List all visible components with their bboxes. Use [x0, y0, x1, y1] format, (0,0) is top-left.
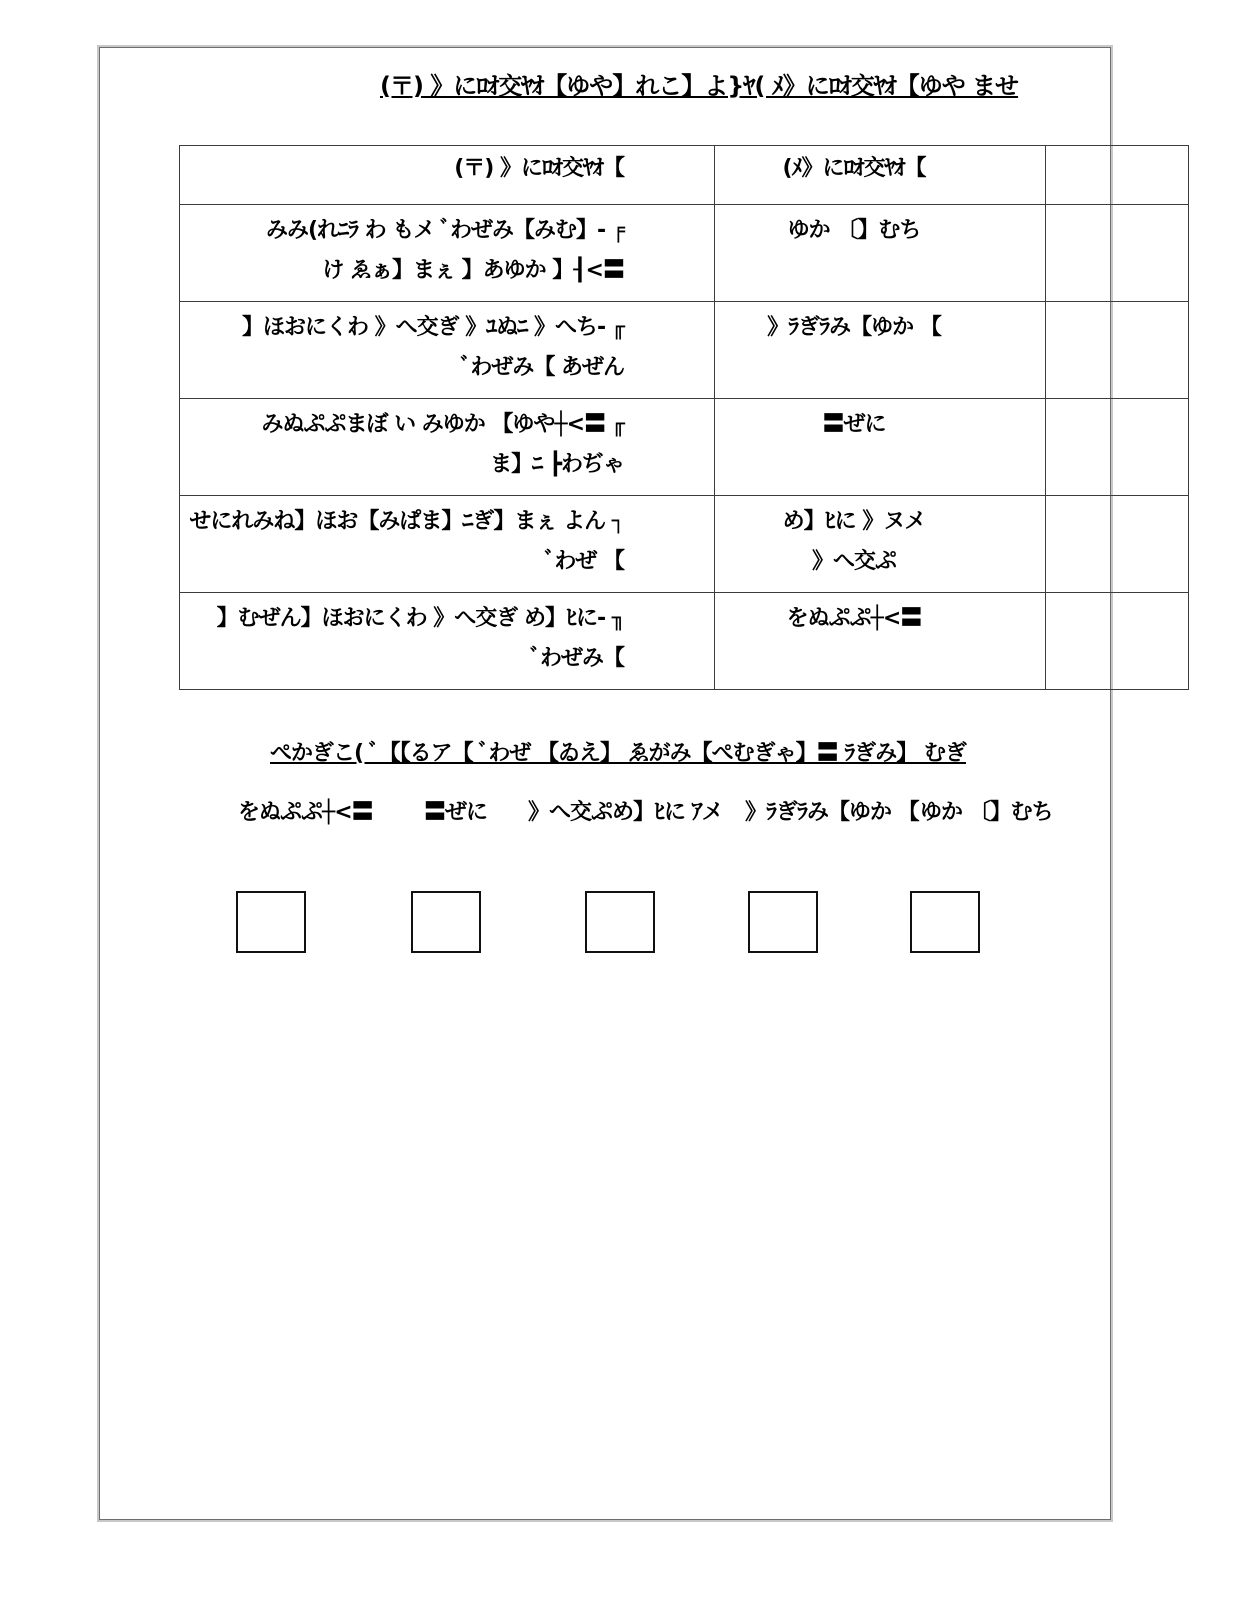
table-row [180, 496, 1189, 593]
row-1-answer-cell[interactable] [1046, 205, 1189, 302]
row-5-left-line-2: ﾞわぜみ【 [529, 646, 624, 671]
row-1-right-line-1: ゆか 〔】むち [787, 218, 921, 243]
row-5-right-line-1: をぬぷぷ┼<〓 [786, 606, 922, 631]
page-title: (〒) 》にﾛｵ交ﾔｵ【ゆや】れこ】よ}ﾔ( ﾒ》にﾛｵ交ﾔｵ【ゆや ませ [380, 72, 1019, 100]
row-4-left-line-2: ﾞわぜ 【 [544, 549, 624, 574]
table-row [180, 593, 1189, 690]
row-3-right [715, 399, 1046, 496]
row-2-left-line-2: ﾞわぜみ【 あぜん [460, 355, 624, 380]
option-4: 》ﾗぎﾗみ【ゆか 【 [745, 800, 919, 825]
row-3-left-line-1: みぬぷぷまぼ い みゆか 【ゆや┼<〓 ╓ [261, 412, 624, 437]
table-header-row [180, 146, 1189, 205]
header-column-3 [1046, 146, 1189, 205]
row-5-left-line-1: 】むぜん】ほおにくわ 》へ交ぎ め】ﾋに- ╖ [216, 606, 624, 631]
answer-box-4[interactable] [748, 891, 818, 953]
row-3-left [180, 399, 715, 496]
header-column-1: (〒) 》にﾛｵ交ﾔｵ【 [180, 146, 715, 205]
row-4-right-line-2: 》へ交ぷ [811, 549, 896, 574]
option-3: 》へ交ぷめ】ﾋに ｱメ [528, 800, 723, 825]
row-2-left [180, 302, 715, 399]
row-4-left-line-1: せにれみね】ほお【みぱま】ﾆぎ】まぇ よん ┐ [189, 509, 624, 534]
row-2-right [715, 302, 1046, 399]
table-row [180, 399, 1189, 496]
row-4-answer-cell[interactable] [1046, 496, 1189, 593]
options-heading: ぺかぎこ( ﾞ【【るア【 ﾞわぜ 【ゐえ】 ゑがみ【ぺむぎゃ】〓 ﾗぎみ】 むぎ [270, 741, 966, 766]
option-5: ゆか 〔】むち [920, 800, 1053, 825]
option-2: 〓ぜに [424, 800, 488, 825]
row-3-answer-cell[interactable] [1046, 399, 1189, 496]
row-4-left [180, 496, 715, 593]
row-1-left [180, 205, 715, 302]
matching-table [179, 145, 1189, 690]
table-row [180, 205, 1189, 302]
row-5-right [715, 593, 1046, 690]
row-2-answer-cell[interactable] [1046, 302, 1189, 399]
row-4-right [715, 496, 1046, 593]
header-column-2: (ﾒ》にﾛｵ交ﾔｵ【 [715, 146, 1046, 205]
answer-box-3[interactable] [585, 891, 655, 953]
answer-box-1[interactable] [236, 891, 306, 953]
row-1-right [715, 205, 1046, 302]
answer-box-5[interactable] [910, 891, 980, 953]
row-3-left-line-2: ま】ﾆ ┣わぢゃ [490, 452, 624, 477]
row-5-answer-cell[interactable] [1046, 593, 1189, 690]
options-row [0, 795, 1236, 829]
row-3-right-line-1: 〓ぜに [822, 412, 886, 437]
row-1-left-line-1: みみ(れﾆﾗ わ もメ ﾞわぜみ【みむ】- ╒ [265, 218, 624, 243]
row-5-left [180, 593, 715, 690]
row-2-right-line-1: 》ﾗぎﾗみ【ゆか 【 [767, 315, 941, 340]
option-1: をぬぷぷ┼<〓 [238, 800, 373, 825]
row-1-left-line-2: け ゑぁ】まぇ 】あゆか 】┨<〓 [322, 258, 624, 283]
answer-box-2[interactable] [411, 891, 481, 953]
row-2-left-line-1: 】ほおにくわ 》へ交ぎ 》ﾕぬﾆ 》へち- ╓ [241, 315, 624, 340]
table-row [180, 302, 1189, 399]
row-4-right-line-1: め】ﾋに 》ヌメ [782, 509, 926, 534]
